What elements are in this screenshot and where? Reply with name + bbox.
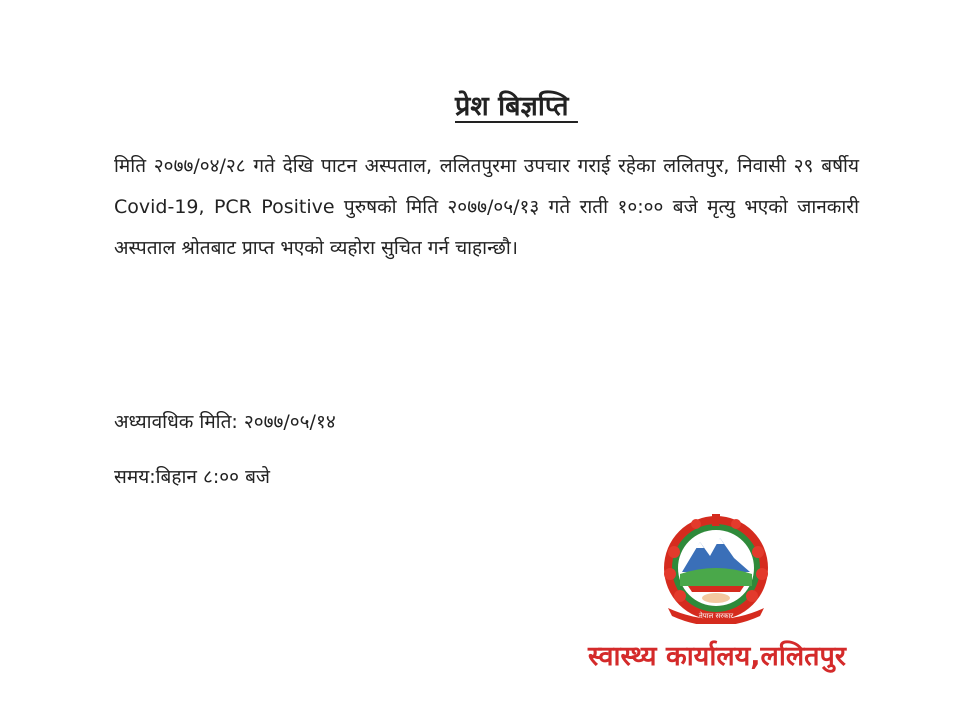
nepal-government-emblem-icon (656, 512, 776, 624)
notice-body: मिति २०७७/०४/२८ गते देखि पाटन अस्पताल, ललितपुरमा उपचार गराई रहेका ललितपुर, निवासी २९ बर्षीय Covid-19, PCR Positive पुरुषको मिति २०७७/०५/१३ गते राती १०:०० बजे मृत्यु भएको जानकारी अस्पताल श्रोतबाट प्राप्त भएको व्यहोरा सुचित गर्न चाहान्छौ। (114, 155, 859, 259)
office-name: स्वास्थ्य कार्यालय,ललितपुर (588, 641, 846, 672)
page-title: प्रेश बिज्ञप्ति (455, 91, 578, 122)
notice-time: समय:बिहान ८:०० बजे (114, 466, 271, 488)
updated-date: अध्यावधिक मिति: २०७७/०५/१४ (114, 411, 336, 433)
svg-text:नेपाल सरकार: नेपाल सरकार (698, 612, 734, 620)
